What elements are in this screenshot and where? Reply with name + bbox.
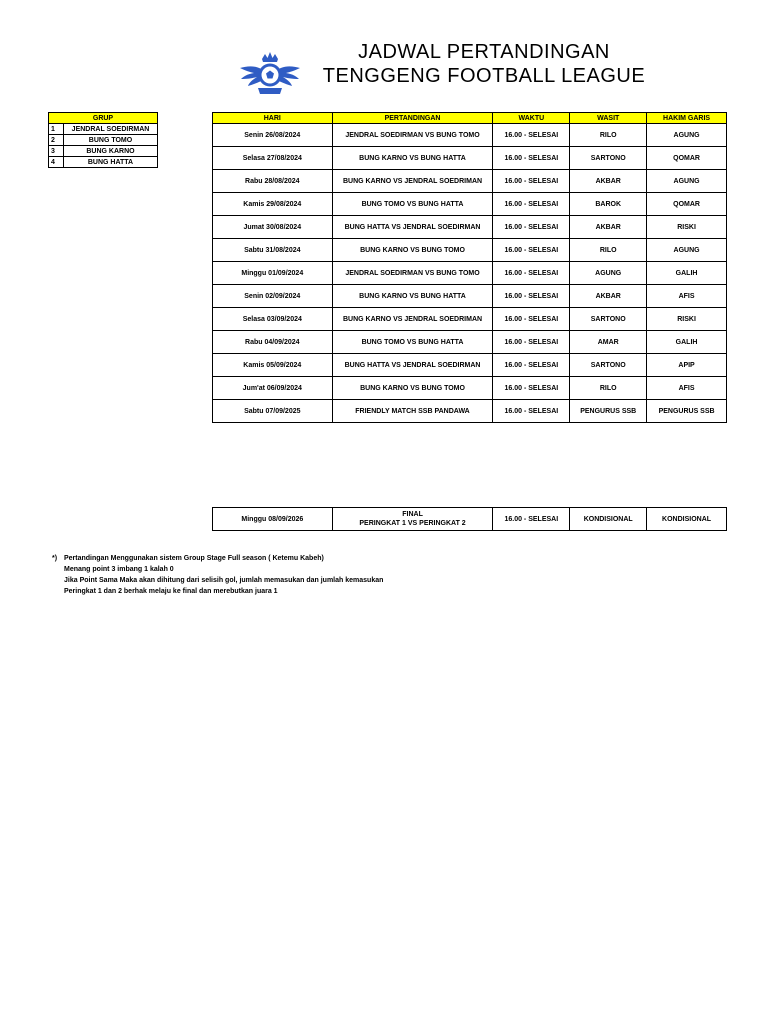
schedule-body: [213, 124, 727, 423]
match-hakim-garis: GALIH: [647, 262, 727, 285]
match-waktu: 16.00 - SELESAI: [493, 331, 570, 354]
final-match: [332, 508, 493, 531]
group-row: [49, 146, 158, 157]
final-row: [213, 508, 727, 531]
schedule-row: [213, 124, 727, 147]
header-hakim-garis: HAKIM GARIS: [647, 113, 727, 124]
match-hakim-garis: AFIS: [647, 377, 727, 400]
match-waktu: 16.00 - SELESAI: [493, 124, 570, 147]
match-wasit: SARTONO: [570, 308, 647, 331]
match-waktu: 16.00 - SELESAI: [493, 193, 570, 216]
schedule-header-row: [213, 113, 727, 124]
group-header: GRUP: [49, 113, 158, 124]
group-body: [49, 124, 158, 168]
match-hakim-garis: GALIH: [647, 331, 727, 354]
schedule-row: [213, 354, 727, 377]
group-table: [48, 112, 158, 168]
schedule-row: [213, 262, 727, 285]
schedule-row: [213, 193, 727, 216]
match-pertandingan: BUNG TOMO VS BUNG HATTA: [332, 193, 493, 216]
group-team-number: 4: [49, 157, 64, 168]
match-wasit: RILO: [570, 377, 647, 400]
match-waktu: 16.00 - SELESAI: [493, 400, 570, 423]
match-waktu: 16.00 - SELESAI: [493, 308, 570, 331]
match-wasit: RILO: [570, 124, 647, 147]
match-wasit: AMAR: [570, 331, 647, 354]
match-hari: Rabu 04/09/2024: [213, 331, 333, 354]
final-match-line-1: FINAL: [402, 511, 423, 518]
group-team-name: BUNG KARNO: [64, 146, 158, 157]
match-pertandingan: BUNG KARNO VS BUNG TOMO: [332, 239, 493, 262]
schedule-row: [213, 285, 727, 308]
note-line: Menang point 3 imbang 1 kalah 0: [64, 566, 174, 573]
note-line: Pertandingan Menggunakan sistem Group Stage Full season ( Ketemu Kabeh): [64, 555, 324, 562]
group-row: [49, 135, 158, 146]
match-hari: Sabtu 07/09/2025: [213, 400, 333, 423]
match-hari: Senin 26/08/2024: [213, 124, 333, 147]
notes-lines: [64, 553, 383, 597]
match-hari: Kamis 05/09/2024: [213, 354, 333, 377]
note-line: Peringkat 1 dan 2 berhak melaju ke final dan merebutkan juara 1: [64, 588, 278, 595]
match-hari: Jumat 30/08/2024: [213, 216, 333, 239]
match-hakim-garis: QOMAR: [647, 147, 727, 170]
group-team-number: 1: [49, 124, 64, 135]
league-logo-icon: [238, 50, 302, 98]
match-waktu: 16.00 - SELESAI: [493, 216, 570, 239]
schedule-row: [213, 331, 727, 354]
match-wasit: RILO: [570, 239, 647, 262]
match-waktu: 16.00 - SELESAI: [493, 170, 570, 193]
notes: [52, 553, 383, 597]
match-waktu: 16.00 - SELESAI: [493, 285, 570, 308]
match-hari: Jum'at 06/09/2024: [213, 377, 333, 400]
schedule-row: [213, 239, 727, 262]
final-hari: Minggu 08/09/2026: [213, 508, 333, 531]
schedule-table: [212, 112, 727, 423]
schedule-row: [213, 400, 727, 423]
match-hakim-garis: RISKI: [647, 216, 727, 239]
notes-marker: *): [52, 555, 58, 562]
match-hakim-garis: AFIS: [647, 285, 727, 308]
group-team-number: 3: [49, 146, 64, 157]
group-team-name: BUNG TOMO: [64, 135, 158, 146]
match-wasit: AKBAR: [570, 170, 647, 193]
match-wasit: AKBAR: [570, 216, 647, 239]
header-wasit: WASIT: [570, 113, 647, 124]
match-hari: Kamis 29/08/2024: [213, 193, 333, 216]
final-table: [212, 507, 727, 531]
match-wasit: AGUNG: [570, 262, 647, 285]
header-waktu: WAKTU: [493, 113, 570, 124]
schedule-row: [213, 170, 727, 193]
match-wasit: AKBAR: [570, 285, 647, 308]
match-pertandingan: BUNG HATTA VS JENDRAL SOEDIRMAN: [332, 216, 493, 239]
schedule-row: [213, 147, 727, 170]
note-line: Jika Point Sama Maka akan dihitung dari selisih gol, jumlah memasukan dan jumlah kemasukan: [64, 577, 384, 584]
match-waktu: 16.00 - SELESAI: [493, 354, 570, 377]
match-hari: Rabu 28/08/2024: [213, 170, 333, 193]
match-hakim-garis: AGUNG: [647, 170, 727, 193]
match-hakim-garis: RISKI: [647, 308, 727, 331]
group-row: [49, 157, 158, 168]
group-team-number: 2: [49, 135, 64, 146]
final-wasit: KONDISIONAL: [570, 508, 647, 531]
match-waktu: 16.00 - SELESAI: [493, 147, 570, 170]
schedule-row: [213, 308, 727, 331]
match-hari: Sabtu 31/08/2024: [213, 239, 333, 262]
final-hakim-garis: KONDISIONAL: [647, 508, 727, 531]
title-line-2: TENGGENG FOOTBALL LEAGUE: [322, 65, 646, 87]
match-hakim-garis: QOMAR: [647, 193, 727, 216]
match-hari: Senin 02/09/2024: [213, 285, 333, 308]
match-waktu: 16.00 - SELESAI: [493, 262, 570, 285]
match-hakim-garis: AGUNG: [647, 124, 727, 147]
match-hari: Selasa 03/09/2024: [213, 308, 333, 331]
match-pertandingan: JENDRAL SOEDIRMAN VS BUNG TOMO: [332, 124, 493, 147]
schedule-row: [213, 216, 727, 239]
match-pertandingan: BUNG KARNO VS BUNG TOMO: [332, 377, 493, 400]
match-pertandingan: BUNG HATTA VS JENDRAL SOEDIRMAN: [332, 354, 493, 377]
match-pertandingan: FRIENDLY MATCH SSB PANDAWA: [332, 400, 493, 423]
final-match-line-2: PERINGKAT 1 VS PERINGKAT 2: [359, 520, 466, 527]
match-wasit: BAROK: [570, 193, 647, 216]
group-team-name: BUNG HATTA: [64, 157, 158, 168]
match-wasit: SARTONO: [570, 147, 647, 170]
match-waktu: 16.00 - SELESAI: [493, 377, 570, 400]
match-pertandingan: BUNG KARNO VS BUNG HATTA: [332, 147, 493, 170]
page-title: [300, 40, 668, 88]
group-team-name: JENDRAL SOEDIRMAN: [64, 124, 158, 135]
title-line-1: JADWAL PERTANDINGAN: [358, 41, 610, 63]
match-wasit: SARTONO: [570, 354, 647, 377]
match-hari: Minggu 01/09/2024: [213, 262, 333, 285]
match-hakim-garis: AGUNG: [647, 239, 727, 262]
match-pertandingan: BUNG KARNO VS BUNG HATTA: [332, 285, 493, 308]
match-hakim-garis: APIP: [647, 354, 727, 377]
final-waktu: 16.00 - SELESAI: [493, 508, 570, 531]
group-header-row: [49, 113, 158, 124]
match-pertandingan: BUNG TOMO VS BUNG HATTA: [332, 331, 493, 354]
header-hari: HARI: [213, 113, 333, 124]
match-waktu: 16.00 - SELESAI: [493, 239, 570, 262]
match-pertandingan: JENDRAL SOEDIRMAN VS BUNG TOMO: [332, 262, 493, 285]
schedule-row: [213, 377, 727, 400]
match-hakim-garis: PENGURUS SSB: [647, 400, 727, 423]
match-wasit: PENGURUS SSB: [570, 400, 647, 423]
header-pertandingan: PERTANDINGAN: [332, 113, 493, 124]
match-pertandingan: BUNG KARNO VS JENDRAL SOEDRIMAN: [332, 170, 493, 193]
group-row: [49, 124, 158, 135]
match-hari: Selasa 27/08/2024: [213, 147, 333, 170]
match-pertandingan: BUNG KARNO VS JENDRAL SOEDRIMAN: [332, 308, 493, 331]
